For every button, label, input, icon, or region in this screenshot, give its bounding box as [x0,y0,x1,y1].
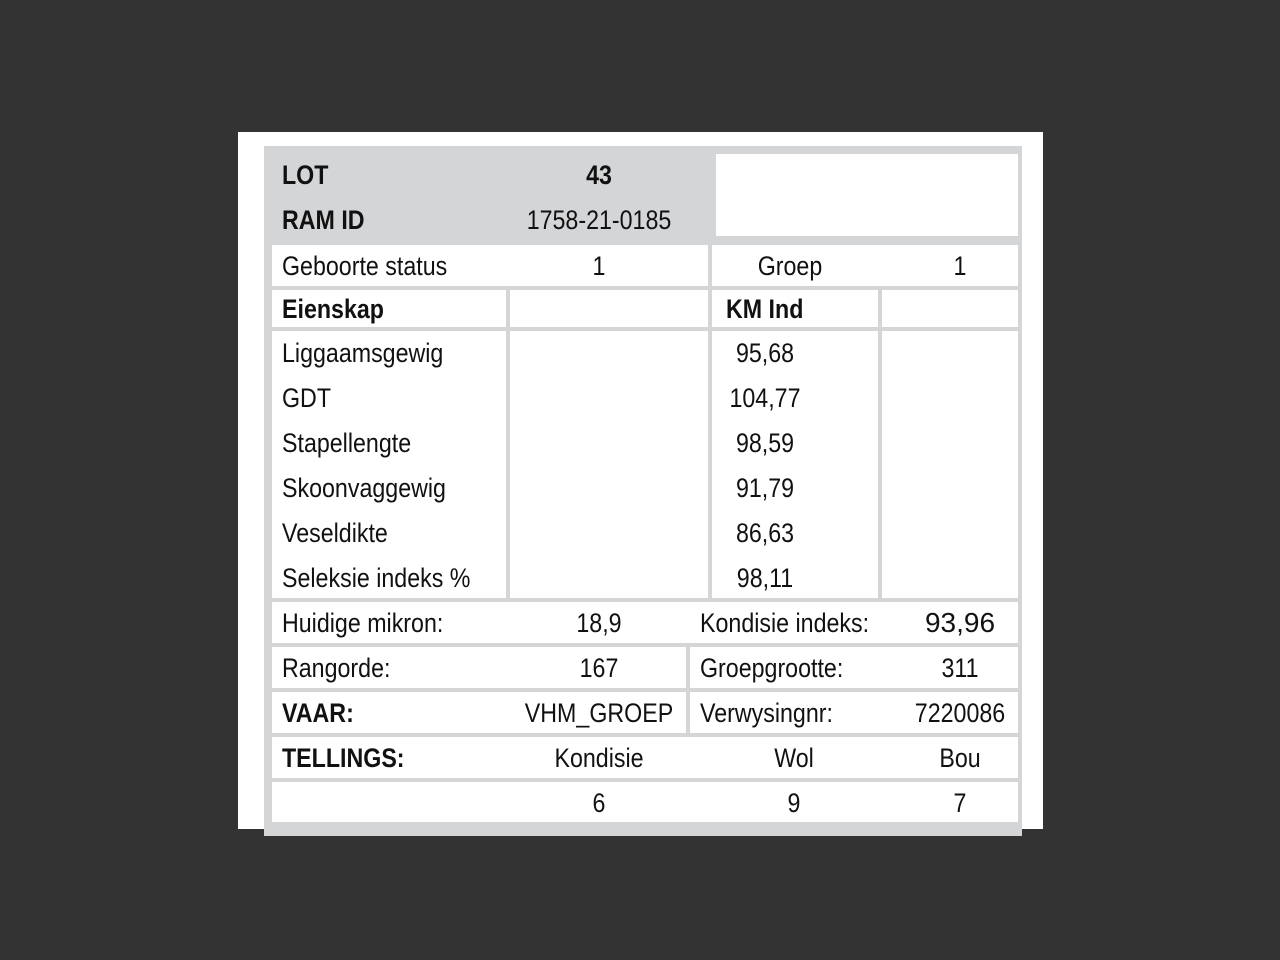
condition-index-value: 93,96 [924,607,996,638]
trait-value: 104,77 [729,383,801,413]
trait-name: Stapellengte [282,428,412,458]
counts-wool-header: Wol [774,743,814,773]
condition-index-label: Kondisie indeks: [700,608,870,638]
rank-label: Rangorde: [282,653,391,683]
counts-build-value: 7 [953,788,967,818]
counts-label: TELLINGS: [282,743,405,773]
trait-extra-cell [882,331,1018,598]
sire-label: VAAR: [282,698,354,728]
index-column-header: KM Ind [726,294,804,324]
counts-condition-header: Kondisie [554,743,644,773]
group-value: 1 [953,251,967,281]
trait-column-header: Eienskap [282,294,384,324]
birth-status-value: 1 [592,251,606,281]
trait-value: 98,59 [735,428,795,458]
trait-name: GDT [282,383,332,413]
trait-blank-cell [510,331,708,598]
ram-id-value: 1758-21-0185 [526,205,672,235]
micron-value: 18,9 [576,608,622,638]
index-header-blank [882,290,1018,327]
trait-header-blank [510,290,708,327]
ram-evaluation-card [238,132,1043,829]
ram-id-label: RAM ID [282,205,365,235]
trait-name: Liggaamsgewig [282,338,444,368]
lot-label: LOT [282,160,329,190]
counts-condition-value: 6 [592,788,606,818]
micron-label: Huidige mikron: [282,608,444,638]
group-label: Groep [757,251,823,281]
trait-value: 95,68 [735,338,795,368]
counts-values-row [272,782,1018,822]
rank-value: 167 [579,653,619,683]
trait-value: 98,11 [736,563,794,593]
trait-values-cell [712,331,878,598]
trait-name: Veseldikte [282,518,388,548]
trait-name: Seleksie indeks % [282,563,471,593]
trait-name: Skoonvaggewig [282,473,446,503]
counts-build-header: Bou [939,743,981,773]
trait-value: 86,63 [735,518,795,548]
reference-value: 7220086 [914,698,1006,728]
reference-label: Verwysingnr: [700,698,833,728]
sire-value: VHM_GROEP [524,698,674,728]
lot-value: 43 [586,160,612,190]
counts-wool-value: 9 [787,788,801,818]
group-size-label: Groepgrootte: [700,653,844,683]
trait-value: 91,79 [735,473,795,503]
birth-status-label: Geboorte status [282,251,448,281]
evaluation-table [264,146,1022,836]
header-blank-box [716,154,1018,236]
group-size-value: 311 [941,653,979,683]
trait-names-cell [272,331,506,598]
